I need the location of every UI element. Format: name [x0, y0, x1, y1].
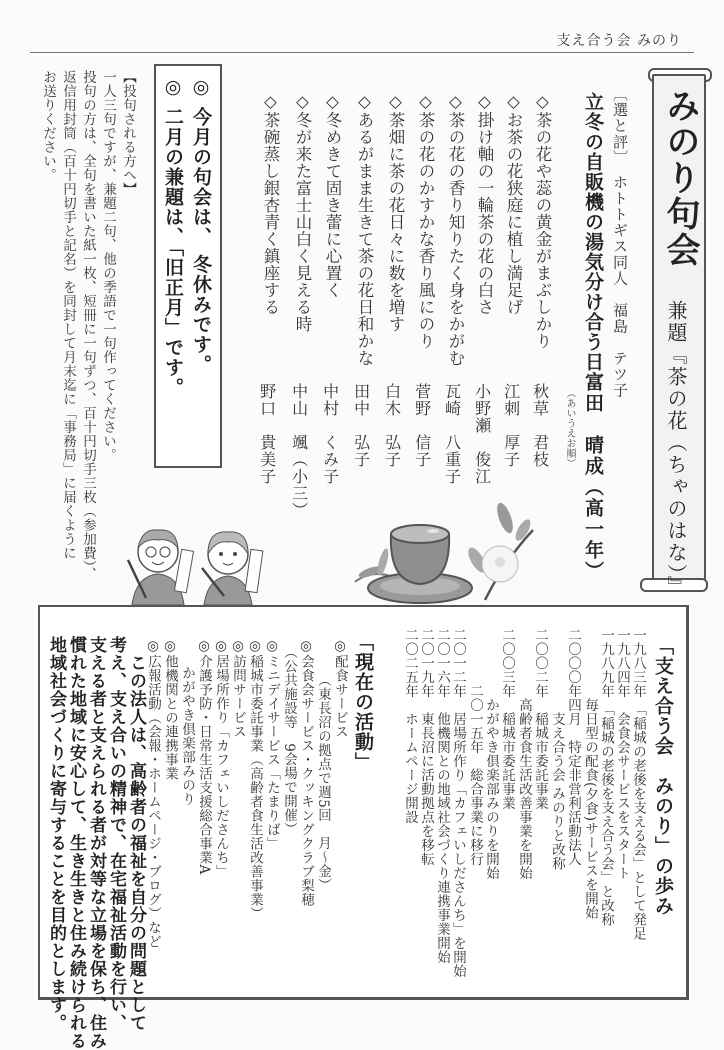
- submission-line: 返信用封筒（百十円切手と記名）を同封して月末迄に「事務局」に届くように: [60, 70, 76, 560]
- mission-line: この法人は、高齢者の福祉を自分の問題として: [126, 636, 146, 1032]
- haiku-author: 田中 弘子: [351, 383, 371, 468]
- submission-heading: 【投句される方へ】: [120, 70, 136, 196]
- history-item: かがやき倶楽部みのりを開始: [483, 628, 499, 880]
- people-writing-haiku-illustration: [120, 520, 270, 605]
- activity-item: ◎介護予防・日常生活支援総合事業A: [196, 638, 212, 875]
- haiku-author: 中山 颯（小三）: [289, 383, 309, 519]
- submission-line: 一人三句ですが、兼題二句、他の季語で一句作ってください。: [100, 70, 116, 462]
- history-item: 二〇〇〇年四月 特定非営利活動法人: [565, 628, 581, 866]
- activity-item: ◎ミニデイサービス「たまりば」: [264, 638, 280, 851]
- haiku-entry: ◇あるがまま生きて茶の花日和かな: [355, 92, 374, 367]
- history-item: 二〇一九年 東長沼に活動拠点を移転: [418, 628, 434, 866]
- haiku-author: 小野瀬 俊江: [472, 383, 492, 485]
- activity-item: ◎会食会サービス・クッキングクラブ梨穂: [298, 638, 314, 907]
- haiku-section-title: みのり句会: [660, 88, 700, 268]
- mission-line: 地域社会づくりに寄与することを目的とします。: [46, 636, 66, 1032]
- submission-line: お送りください。: [40, 70, 56, 182]
- history-item: 一九八四年 会食会サービスをスタート: [614, 628, 630, 880]
- haiku-author: 野口 貴美子: [257, 383, 277, 485]
- teacup-camellia-illustration: [345, 500, 535, 610]
- mission-line: 慣れた地域に安心して、生き生きと住み続けられる: [66, 636, 86, 1050]
- haiku-entry: ◇茶畑に茶の花日々に数を増す: [386, 92, 405, 333]
- haiku-entry: ◇茶の花や蕊の黄金がまぶしかり: [533, 92, 552, 350]
- haiku-entry: ◇茶の花の香り知りたく身をかがむ: [446, 92, 465, 367]
- haiku-entry: ◇茶碗蒸し銀杏青く鎮座する: [261, 92, 280, 316]
- activity-item: （公共施設等 9会場で開催）: [281, 638, 297, 837]
- haiku-author: 江刺 厚子: [501, 383, 521, 468]
- history-item: 二〇二五年 ホームページ開設: [402, 628, 418, 824]
- haiku-selector-credit: 〔選と評〕 ホトトギス同人 福島 テツ子: [611, 86, 629, 399]
- activity-item: ◎配食サービス: [332, 638, 348, 739]
- history-item: 二〇〇三年 稲城市委託事業: [499, 628, 515, 810]
- history-item: 支え合う会 みのりと改称: [549, 628, 565, 871]
- activity-item: ◎訪問サービス: [230, 638, 246, 739]
- header-divider: [30, 52, 694, 53]
- activity-item: ◎他機関との連携事業: [162, 638, 178, 781]
- notice-this-month: ◎ 今月の句会は、 冬休みです。: [190, 76, 212, 375]
- history-item: 毎日型の配食(夕食)サービスを開始: [582, 628, 598, 920]
- haiku-entry: ◇掛け軸の一輪茶の花の白さ: [475, 92, 494, 316]
- history-item: 一九八九年 「稲城の老後を支え合う会」と改称: [598, 628, 614, 927]
- haiku-theme: 兼題『茶の花（ちゃのはな）』: [664, 300, 688, 598]
- activity-item: かがやき倶楽部みのり: [179, 638, 195, 806]
- haiku-entry: ◇茶の花のかすかな香り風にのり: [416, 92, 435, 350]
- history-item: 高齢者食生活改善事業を開始: [516, 628, 532, 880]
- featured-haiku-author: 富田 晴成（高一年）: [582, 372, 604, 582]
- newsletter-header-title: 支え合う会 みのり: [556, 33, 682, 49]
- history-item: 二〇一六年 他機関との地域社会づくり連携事業開始: [434, 628, 450, 964]
- notice-next-theme: ◎ 二月の兼題は、「旧正月」です。: [162, 76, 184, 398]
- haiku-author: 瓦崎 八重子: [442, 383, 462, 485]
- history-item: 一九八三年 「稲城の老後を支える会」として発足: [630, 628, 646, 941]
- activity-item: ◎広報活動（会報・ホームページ・ブログ）など: [145, 638, 161, 949]
- history-item: 二〇〇二年 稲城市委託事業: [532, 628, 548, 810]
- history-title: 「支え合う会 みのり」の歩み: [652, 636, 674, 916]
- mission-line: 考え、支え合いの精神で、在宅福祉活動を行い、: [106, 636, 126, 1032]
- activity-item: （東長沼の拠点で週5回 月〜金）: [315, 638, 331, 893]
- featured-haiku: 立冬の自販機の湯気分け合う日: [582, 92, 604, 372]
- mission-line: 支える者と支えられる者が対等な立場を保ち、住み: [86, 636, 106, 1050]
- activity-item: ◎居場所作り「カフェいしださんち」: [213, 638, 229, 879]
- haiku-entry: ◇冬が来た富士山白く見える時: [293, 92, 312, 333]
- haiku-entry: ◇冬めきて固き蕾に心置く: [323, 92, 342, 299]
- submission-line: 投句の方は、全句を書いた紙一枚、短冊に一句ずつ、百十円切手三枚（参加費）、: [80, 70, 96, 582]
- author-order-note: （あいうえお順）: [564, 388, 575, 468]
- haiku-author: 秋草 君枝: [530, 383, 550, 468]
- haiku-entry: ◇お茶の花狭庭に植し満足げ: [504, 92, 523, 316]
- haiku-author: 菅野 信子: [412, 383, 432, 468]
- haiku-author: 中村 くみ子: [320, 383, 340, 485]
- haiku-author: 白木 弘子: [382, 383, 402, 468]
- activity-item: ◎稲城市委託事業（高齢者食生活改善事業）: [247, 638, 263, 921]
- history-item: 二〇一五年 総合事業に移行: [467, 628, 483, 866]
- history-item: 二〇一二年 居場所作り「カフェいしださんち」を開始: [450, 628, 466, 978]
- activities-title: 「現在の活動」: [352, 632, 374, 772]
